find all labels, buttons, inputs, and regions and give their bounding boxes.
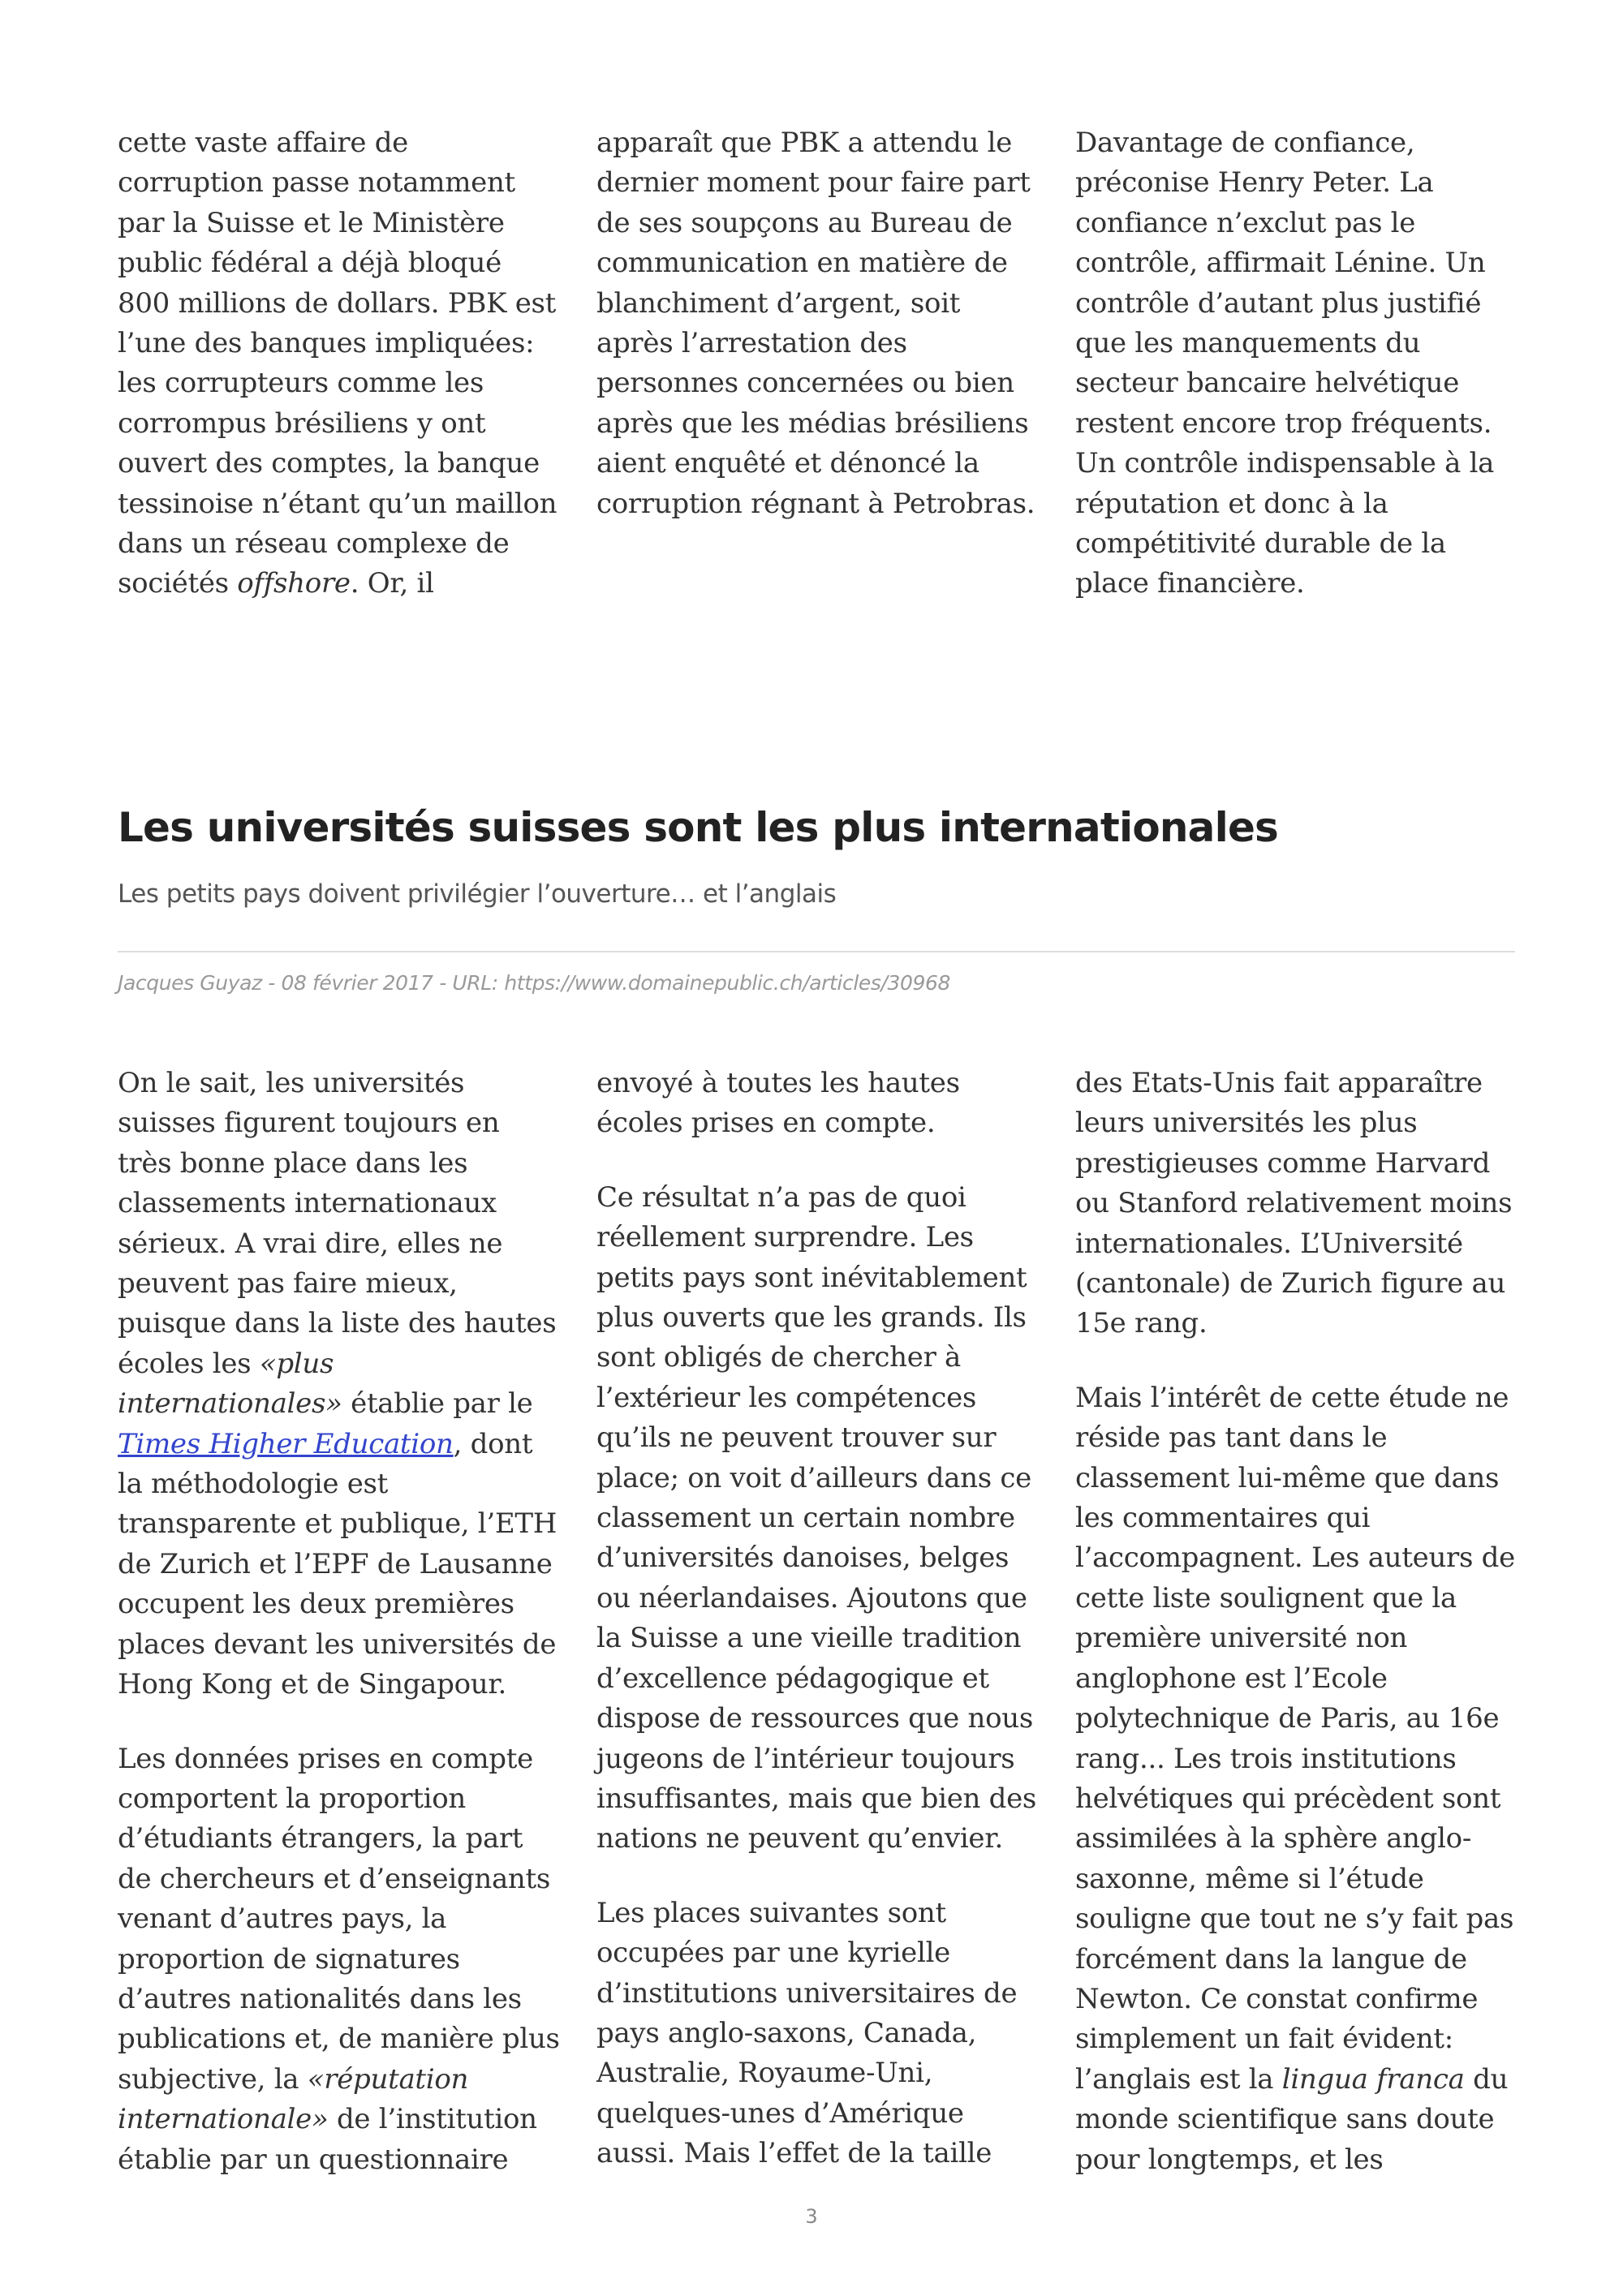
text-run: du monde scientifique sans doute pour longtemps, et les: [1075, 2062, 1509, 2176]
paragraph: [1075, 1378, 1518, 2180]
text-run: Mais l’intérêt de cette étude ne réside pas tant dans le classement lui-même que dans les commentaires qui l’accompagnent. Les auteurs de cette liste soulignent que la première université non anglophone est l’Ecole polytechnique de Paris, au 16e rang... Les trois institutions helvétiques qui précèdent sont assimilées à la sphère anglo-saxonne, même si l’étude souligne que tout ne s’y fait pas forcément dans la langue de Newton. Ce constat confirme simplement un fait évident: l’anglais est la: [1075, 1381, 1515, 2096]
paragraph: [118, 123, 560, 604]
column-2: [596, 1064, 1039, 2180]
paragraph: Ce résultat n’a pas de quoi réellement surprendre. Les petits pays sont inévitablement plus ouverts que les grands. Ils sont obligés de chercher à l’extérieur les compétences qu’ils ne peuvent trouver sur place; on voit d’ailleurs dans ce classement un certain nombre d’universités danoises, belges ou néerlandaises. Ajoutons que la Suisse a une vieille tradition d’excellence pédagogique et dispose de ressources que nous jugeons de l’intérieur toujours insuffisantes, mais que bien des nations ne peuvent qu’envier.: [596, 1180, 1037, 1855]
italic-text: «réputation internationale»: [118, 2062, 469, 2136]
text-run: établie par le: [342, 1387, 533, 1421]
times-higher-education-link[interactable]: Times Higher Education: [118, 1427, 454, 1460]
paragraph: [118, 1064, 560, 1705]
column-3: [1075, 1064, 1518, 2180]
paragraph: apparaît que PBK a attendu le dernier moment pour faire part de ses soupçons au Bureau de communication en matière de blanchiment d’argent, soit après l’arrestation des personnes concernées ou bien après que les médias brésiliens aient enquêté et dénoncé la corruption régnant à Petrobras.: [596, 127, 1035, 520]
text-run: , dont la méthodologie est transparente et publique, l’ETH de Zurich et l’EPF de Lausanne occupent les deux premières places devant les universités de Hong Kong et de Singapour.: [118, 1427, 558, 1701]
article-subtitle: Les petits pays doivent privilégier l’ouverture… et l’anglais: [118, 879, 837, 909]
italic-text: offshore: [237, 567, 351, 600]
article-title: Les universités suisses sont les plus internationales: [118, 804, 1279, 851]
page-number: 3: [805, 2205, 818, 2228]
column-3: [1075, 123, 1518, 604]
text-run: On le sait, les universités suisses figurent toujours en très bonne place dans les classements internationaux sérieux. A vrai dire, elles ne peuvent pas faire mieux, puisque dans la liste des hautes écoles les: [118, 1067, 557, 1380]
italic-text: «plus internationales»: [118, 1347, 342, 1421]
article-meta: Jacques Guyaz - 08 février 2017 - URL: https://www.domainepublic.ch/articles/30968: [118, 971, 951, 995]
paragraph: Davantage de confiance, préconise Henry Peter. La confiance n’exclut pas le contrôle, affirmait Lénine. Un contrôle d’autant plus justifié que les manquements du secteur bancaire helvétique restent encore trop fréquents. Un contrôle indispensable à la réputation et donc à la compétitivité durable de la place financière.: [1075, 127, 1495, 600]
column-1: [118, 123, 560, 604]
text-run: Les données prises en compte comportent la proportion d’étudiants étrangers, la part de chercheurs et d’enseignants venant d’autres pays, la proportion de signatures d’autres nationalités dans les publications et, de manière plus subjective, la: [118, 1742, 560, 2096]
text-run: . Or, il: [350, 567, 434, 600]
text-run: cette vaste affaire de corruption passe notamment par la Suisse et le Ministère public fédéral a déjà bloqué 800 millions de dollars. PBK est l’une des banques impliquées: les corrupteurs comme les corrompus brésiliens y ont ouvert des comptes, la banque tessinoise n’étant qu’un maillon dans un réseau complexe de sociétés: [118, 127, 558, 600]
divider: [118, 951, 1515, 952]
paragraph: des Etats-Unis fait apparaître leurs universités les plus prestigieuses comme Harvard ou Stanford relativement moins internationales. L’Université (cantonale) de Zurich figure au 15e rang.: [1075, 1067, 1513, 1340]
column-1: [118, 1064, 560, 2180]
paragraph: Les places suivantes sont occupées par une kyrielle d’institutions universitaires de pays anglo-saxons, Canada, Australie, Royaume-Uni, quelques-unes d’Amérique aussi. Mais l’effet de la taille: [596, 1896, 1018, 2170]
previous-article-continuation: [118, 123, 1522, 604]
paragraph: [118, 1739, 560, 2180]
paragraph: envoyé à toutes les hautes écoles prises en compte.: [596, 1067, 960, 1140]
text-run: de l’institution établie par un questionnaire: [118, 2103, 537, 2176]
italic-text: lingua franca: [1281, 2062, 1465, 2096]
article-body: [118, 1064, 1522, 2180]
column-2: [596, 123, 1039, 604]
